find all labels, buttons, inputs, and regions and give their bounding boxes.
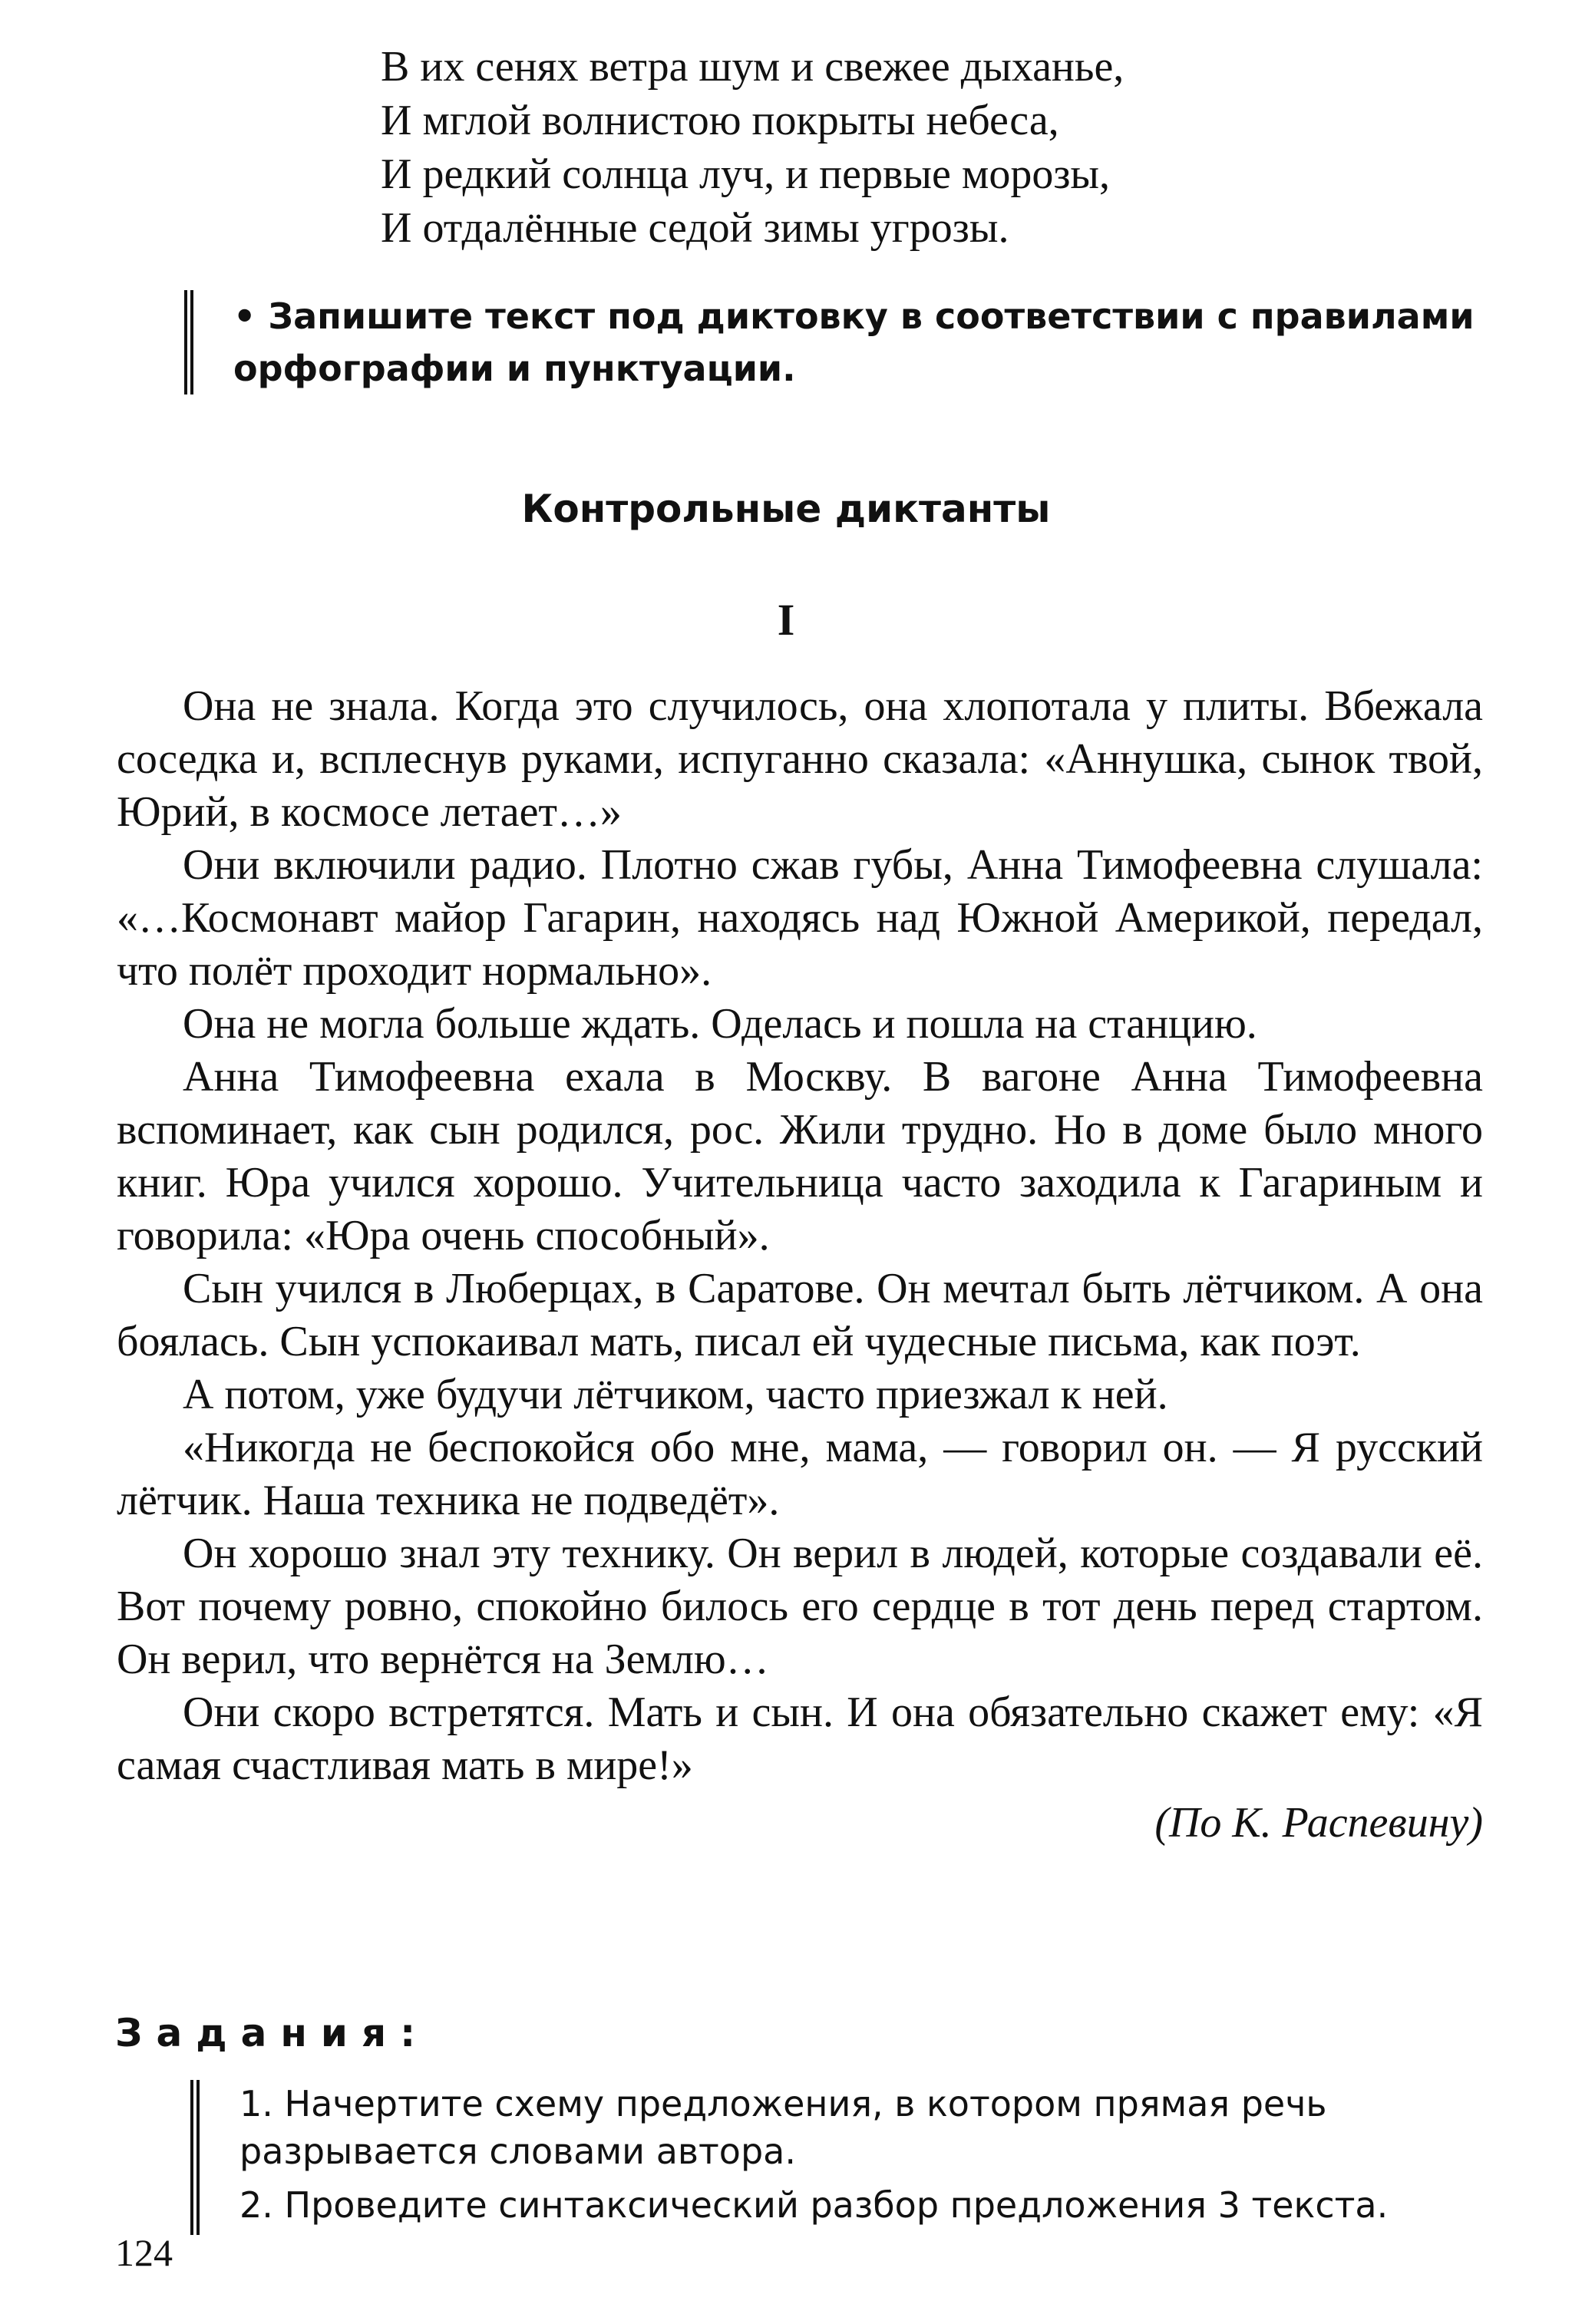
section-heading: Контрольные диктанты [521,487,1051,531]
dictation-paragraph: Она не могла больше ждать. Оделась и пошла на станцию. [183,1000,1257,1048]
dictation-paragraph: Сын учился в Люберцах, в Саратове. Он мечтал быть лётчиком. А она боялась. Сын успокаивал мать, писал ей чудесные письма, как поэт. [117,1265,1483,1365]
task-item: 1. Начертите схему предложения, в котором прямая речь разрывается словами автора. [239,2083,1327,2172]
poem-line: И редкий солнца луч, и первые морозы, [381,150,1111,198]
dictation-paragraph: Она не знала. Когда это случилось, она хлопотала у плиты. Вбежала соседка и, всплеснув руками, испуганно сказала: «Аннушка, сынок твой, Юрий, в космосе летает…» [117,682,1483,836]
author-attribution: (По К. Распевину) [1154,1799,1483,1847]
instruction-block [184,290,1538,394]
instruction-text: • Запишите текст под диктовку в соответствии с правилами орфографии и пунктуации. [233,295,1475,389]
page-number: 124 [115,2231,173,2274]
dictation-paragraph: А потом, уже будучи лётчиком, часто приезжал к ней. [183,1371,1168,1418]
tasks-block [190,2080,1537,2235]
task-item: 2. Проведите синтаксический разбор предложения 3 текста. [239,2184,1389,2226]
tasks-heading: Задания: [115,2011,430,2055]
dictation-paragraph: Они включили радио. Плотно сжав губы, Анна Тимофеевна слушала: «…Космонавт майор Гагарин, находясь над Южной Америкой, передал, что полёт проходит нормально». [117,841,1483,995]
dictation-text [117,680,1483,1850]
poem [381,40,1379,255]
dictation-paragraph: Они скоро встретятся. Мать и сын. И она обязательно скажет ему: «Я самая счастливая мать в мире!» [117,1689,1483,1789]
poem-line: И отдалённые седой зимы угрозы. [381,204,1009,252]
dictation-paragraph: Анна Тимофеевна ехала в Москву. В вагоне Анна Тимофеевна вспоминает, как сын родился, рос. Жили трудно. Но в доме было много книг. Юра учился хорошо. Учительница часто заходила к Гагариным и говорила: «Юра очень способный». [117,1053,1483,1259]
dictation-paragraph: Он хорошо знал эту технику. Он верил в людей, которые создавали её. Вот почему ровно, спокойно билось его сердце в тот день перед стартом. Он верил, что вернётся на Землю… [117,1530,1483,1683]
poem-line: И мглой волнистою покрыты небеса, [381,97,1059,144]
poem-line: В их сенях ветра шум и свежее дыханье, [381,43,1125,91]
dictation-number: I [777,595,795,645]
dictation-paragraph: «Никогда не беспокойся обо мне, мама, — говорил он. — Я русский лётчик. Наша техника не подведёт». [117,1424,1483,1524]
